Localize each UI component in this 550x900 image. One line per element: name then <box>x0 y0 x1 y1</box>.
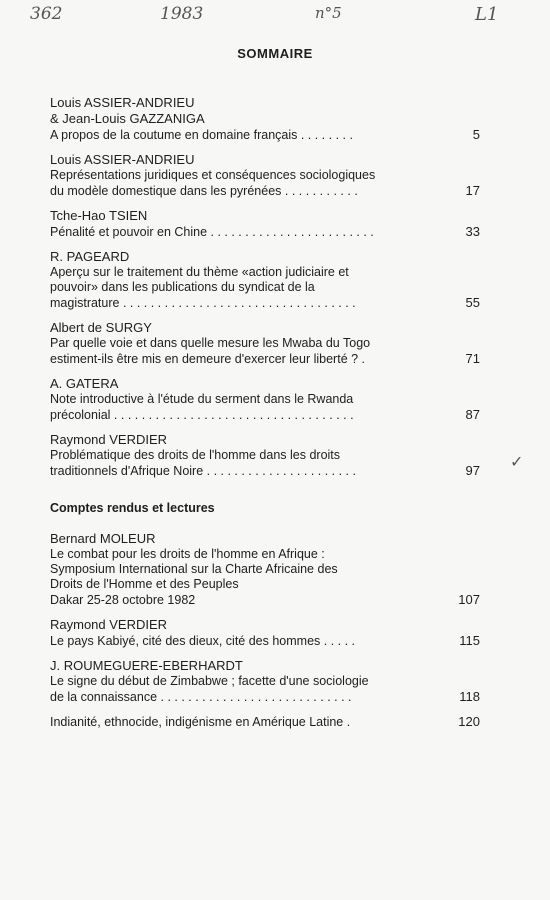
article-list <box>50 95 480 479</box>
entry-title-line: Note introductive à l'étude du serment dans le Rwanda <box>50 392 354 406</box>
entry-final-line <box>50 224 480 240</box>
entry-final-line <box>50 351 480 367</box>
entry-title-line: Le signe du début de Zimbabwe ; facette d'une sociologie <box>50 674 369 688</box>
toc-entry <box>50 152 480 199</box>
entry-title-line: Indianité, ethnocide, indigénisme en Amérique Latine . <box>50 715 351 729</box>
entry-author: R. PAGEARD <box>50 249 130 264</box>
entry-title-line: pouvoir» dans les publications du syndicat de la <box>50 280 315 294</box>
entry-final-line <box>50 463 480 479</box>
page-number: 115 <box>459 633 480 648</box>
margin-checkmark: ✓ <box>510 452 524 471</box>
entry-title-line: Représentations juridiques et conséquences sociologiques <box>50 168 376 182</box>
handwritten-number: 362 <box>30 4 63 24</box>
review-list <box>50 531 480 730</box>
entry-title-line: précolonial . . . . . . . . . . . . . . . . . . . . . . . . . . . . . . . . . . . <box>50 408 354 422</box>
entry-author: Bernard MOLEUR <box>50 531 156 546</box>
entry-title-line: A propos de la coutume en domaine français . . . . . . . . <box>50 128 353 142</box>
entry-final-line <box>50 714 480 730</box>
entry-final-line <box>50 295 480 311</box>
entry-final-line <box>50 633 480 649</box>
entry-author: Louis ASSIER-ANDRIEU <box>50 95 195 110</box>
entry-author: Raymond VERDIER <box>50 432 168 447</box>
entry-title-line: Problématique des droits de l'homme dans les droits <box>50 448 341 462</box>
page-number: 118 <box>459 689 480 704</box>
entry-title-line: Le pays Kabiyé, cité des dieux, cité des hommes . . . . . <box>50 634 356 648</box>
entry-title-line: Aperçu sur le traitement du thème «action judiciaire et <box>50 265 349 279</box>
page-number: 33 <box>465 224 480 239</box>
entry-title-line: traditionnels d'Afrique Noire . . . . . . . . . . . . . . . . . . . . . . <box>50 464 356 478</box>
toc-entry <box>50 208 480 240</box>
toc-entry <box>50 714 480 730</box>
page-number: 55 <box>465 295 480 310</box>
entry-title-line: magistrature . . . . . . . . . . . . . . . . . . . . . . . . . . . . . . . . . . <box>50 296 356 310</box>
toc-entry <box>50 376 480 423</box>
page-number: 120 <box>458 714 480 729</box>
entry-author: J. ROUMEGUERE-EBERHARDT <box>50 658 243 673</box>
entry-title-line: Droits de l'Homme et des Peuples <box>50 577 239 591</box>
page-number: 17 <box>465 183 480 198</box>
entry-title-line: Symposium International sur la Charte Africaine des <box>50 562 338 576</box>
toc-entry <box>50 531 480 608</box>
handwritten-code: L1 <box>475 4 499 25</box>
entry-final-line <box>50 127 480 143</box>
entry-author: A. GATERA <box>50 376 119 391</box>
toc-entry <box>50 617 480 649</box>
page-number: 97 <box>465 463 480 478</box>
page-number: 87 <box>465 407 480 422</box>
entry-title-line: du modèle domestique dans les pyrénées . . . . . . . . . . . <box>50 184 358 198</box>
entry-author: Louis ASSIER-ANDRIEU <box>50 152 195 167</box>
toc-entry <box>50 658 480 705</box>
entry-author: Tche-Hao TSIEN <box>50 208 148 223</box>
entry-title-line: Dakar 25-28 octobre 1982 <box>50 593 196 607</box>
entry-final-line <box>50 407 480 423</box>
entry-author: & Jean-Louis GAZZANIGA <box>50 111 205 126</box>
section-title: Comptes rendus et lectures <box>50 501 215 515</box>
entry-title-line: Par quelle voie et dans quelle mesure les Mwaba du Togo <box>50 336 371 350</box>
page-number: 5 <box>472 127 480 142</box>
entry-final-line <box>50 689 480 705</box>
entry-final-line <box>50 592 480 608</box>
entry-author: Albert de SURGY <box>50 320 152 335</box>
entry-final-line <box>50 183 480 199</box>
entry-title-line: Pénalité et pouvoir en Chine . . . . . . . . . . . . . . . . . . . . . . . . <box>50 225 374 239</box>
table-of-contents <box>50 95 480 739</box>
page-number: 107 <box>458 592 480 607</box>
page-number: 71 <box>465 351 480 366</box>
handwritten-issue: n°5 <box>315 4 342 22</box>
toc-entry <box>50 320 480 367</box>
toc-entry <box>50 432 480 479</box>
toc-entry <box>50 249 480 311</box>
entry-title-line: Le combat pour les droits de l'homme en Afrique : <box>50 547 325 561</box>
handwritten-year: 1983 <box>160 4 204 24</box>
page-title: SOMMAIRE <box>237 46 313 61</box>
entry-author: Raymond VERDIER <box>50 617 168 632</box>
entry-title-line: de la connaissance . . . . . . . . . . . . . . . . . . . . . . . . . . . . <box>50 690 352 704</box>
entry-title-line: estiment-ils être mis en demeure d'exercer leur liberté ? . <box>50 352 366 366</box>
toc-entry <box>50 95 480 143</box>
